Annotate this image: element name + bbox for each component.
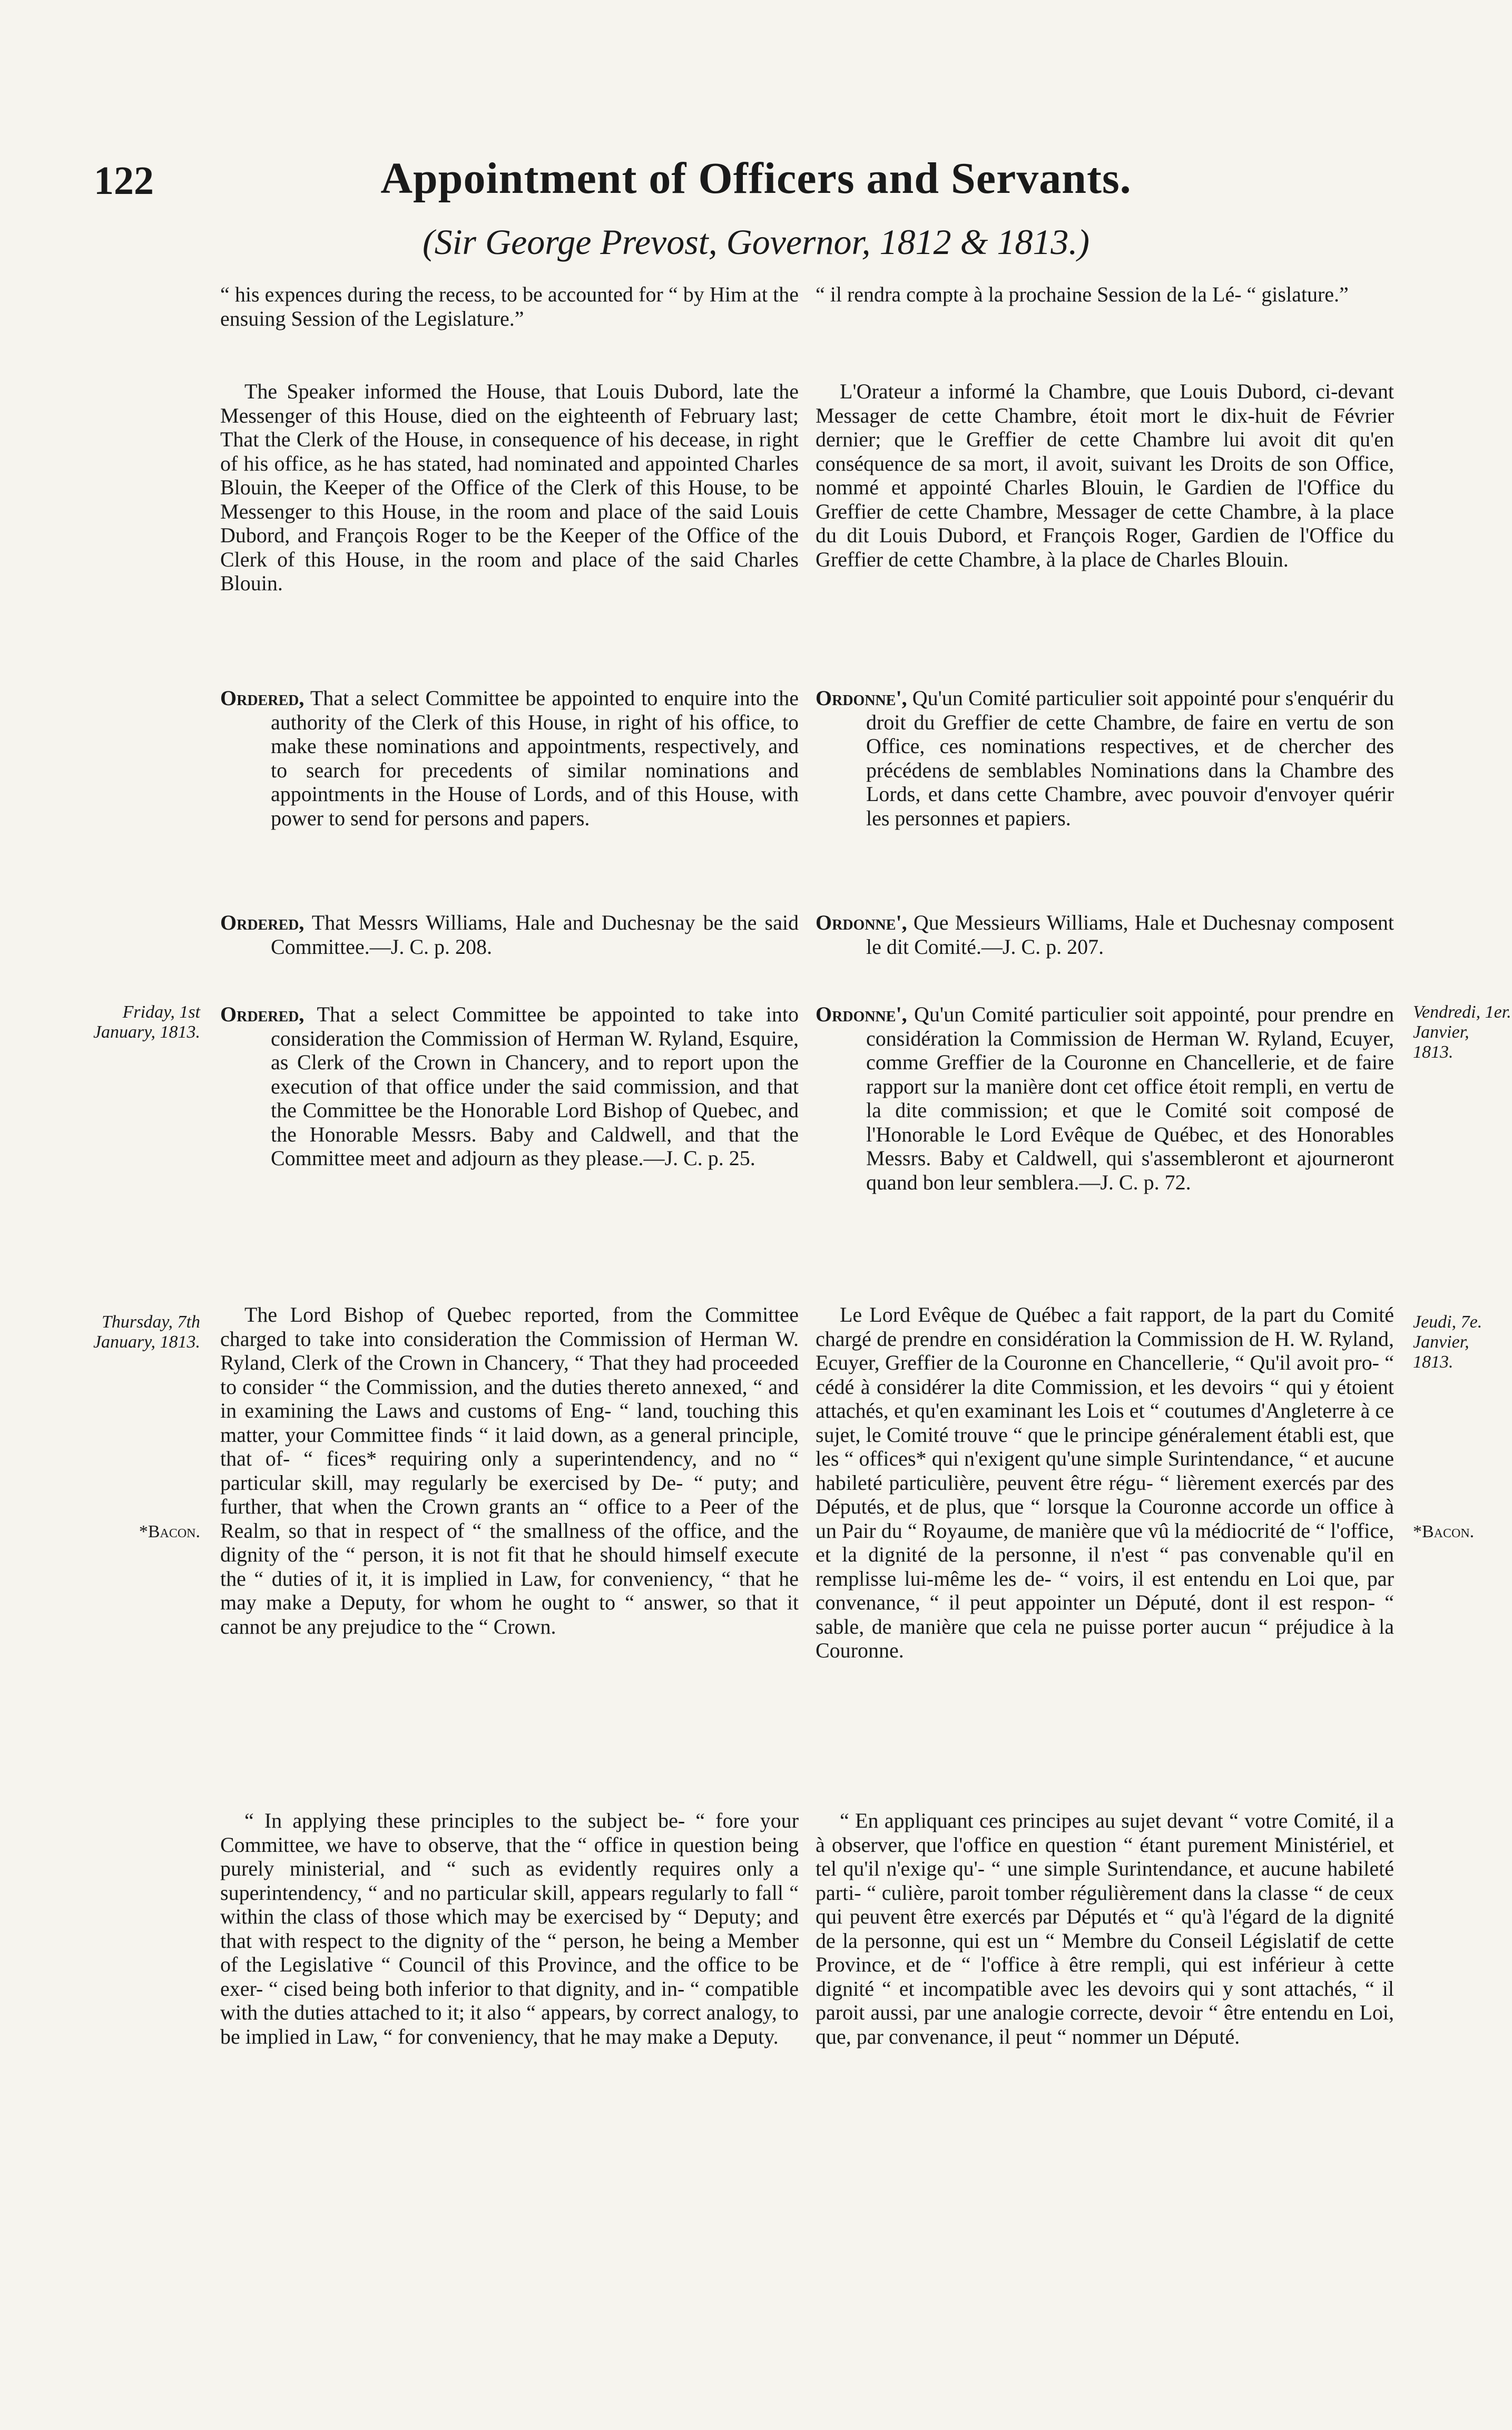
ordered-lead: Ordered, (220, 1002, 305, 1026)
english-order-committee: Ordered, That a select Committee be appointed to enquire into the authority of the Clerk of this House, in right of his office, to make these nominations and appointments, respectively, and to search for precedents of similar nominations and appointments in the House of Lords, and of this House, with power to send for persons and papers. (220, 686, 799, 830)
margin-note-bacon-right: *Bacon. (1413, 1522, 1475, 1541)
margin-note-bacon-left: *Bacon. (139, 1522, 200, 1541)
ordered-lead: Ordered, (220, 686, 305, 710)
french-report-bishop: Le Lord Evêque de Québec a fait rapport, de la part du Comité chargé de prendre en considération la Commission de H. W. Ryland, Ecuyer, Greffier de la Couronne en Chancellerie, “ Qu'il avoit pro- “ cédé à considérer la dite Commission, et les devoirs “ qui y étoient attachés, et qu'en examinant les Lois et “ coutumes d'Angleterre à ce sujet, le Comité trouve “ que le principe généralement établi est, que les “ offices* qui n'exigent qu'une simple Surintendance, “ et aucune habileté particulière, peuvent être régu- “ lièrement exercés par des Députés, et de plus, que “ lorsque la Couronne accorde un office à un Pair du “ Royaume, de manière que vû la médiocrité de “ l'office, et la dignité de la personne, il n'est “ pas convenable qu'il en remplisse lui-même les de- “ voirs, il est entendu en Loi que, par convenance, “ il peut appointer un Député, dont il est respon- “ sable, de manière que cela ne puisse porter aucun “ préjudice à la Couronne. (816, 1303, 1394, 1662)
french-paragraph-continuation: “ il rendra compte à la prochaine Session de la Lé- “ gislature.” (816, 282, 1349, 306)
english-order-members: Ordered, That Messrs Williams, Hale and Duchesnay be the said Committee.—J. C. p. 208. (220, 911, 799, 959)
english-paragraph-continuation: “ his expences during the recess, to be accounted for “ by Him at the ensuing Session of the Legislature.” (220, 282, 799, 330)
english-paragraph-speaker: The Speaker informed the House, that Louis Dubord, late the Messenger of this House, died on the eighteenth of February last; That the Clerk of the House, in consequence of his decease, in right of his office, as he has stated, had nominated and appointed Charles Blouin, the Keeper of the Office of the Clerk of this House, to be Messenger to this House, in the room and place of the said Louis Dubord, and François Roger to be the Keeper of the Office of the Clerk of this House, in the room and place of the said Charles Blouin. (220, 379, 799, 595)
english-report-applying: “ In applying these principles to the subject be- “ fore your Committee, we have to observe, that the “ office in question being purely ministerial, and “ such as evidently requires only a superintendency, “ and no particular skill, appears regularly to fall “ within the class of those which may be exercised by “ Deputy; and that with respect to the dignity of the “ person, he being a Member of the Legislative “ Council of this Province, and the office to be exer- “ cised being both inferior to that dignity, and in- “ compatible with the duties attached to it; it also “ appears, by correct analogy, to be implied in Law, “ for conveniency, that he may make a Deputy. (220, 1809, 799, 2048)
french-report-applying: “ En appliquant ces principes au sujet devant “ votre Comité, il a à observer, que l'office en question “ étant purement Ministériel, et tel qu'il n'exige qu'- “ une simple Surintendance, et aucune habileté parti- “ culière, paroit tomber régulièrement dans la classe “ de ceux qui peuvent être exercés par Députés et “ qu'à l'égard de la dignité de la personne, qui est un “ Membre du Conseil Législatif de cette Province, et de “ l'office à être rempli, qui est inférieur à cette dignité “ et incompatible avec les devoirs qui y sont attachés, “ il paroit aussi, par une analogie correcte, devoir “ être entendu en Loi, que, par convenance, il peut “ nommer un Député. (816, 1809, 1394, 2048)
english-report-bishop: The Lord Bishop of Quebec reported, from the Committee charged to take into consideration the Commission of Herman W. Ryland, Clerk of the Crown in Chancery, “ That they had proceeded to consider “ the Commission, and the duties thereto annexed, “ and in examining the Laws and customs of Eng- “ land, touching this matter, your Committee finds “ it laid down, as a general principle, that of- “ fices* requiring only a superintendency, and no “ particular skill, may regularly be exercised by De- “ puty; and further, that when the Crown grants an “ office to a Peer of the Realm, so that in respect of “ the smallness of the office, and the dignity of the “ person, it is not fit that he should himself execute the “ duties of it, it is implied in Law, for conveniency, “ that he may make a Deputy, for whom he ought to “ answer, so that it cannot be any prejudice to the “ Crown. (220, 1303, 799, 1638)
french-order-ryland: Ordonne', Qu'un Comité particulier soit appointé, pour prendre en considération la Commission de Herman W. Ryland, Ecuyer, comme Greffier de la Couronne en Chancellerie, et de faire rapport sur la manière dont cet office étoit rempli, en vertu de la dite commission; et que le Comité soit composé de l'Honorable le Lord Evêque de Québec, et des Honorables Messrs. Baby et Caldwell, qui s'assembleront et ajourneront quand bon leur semblera.—J. C. p. 72. (816, 1002, 1394, 1194)
margin-note-thursday: Thursday, 7th January, 1813. (93, 1312, 200, 1352)
page-title: Appointment of Officers and Servants. (380, 154, 1132, 203)
ordonne-lead: Ordonne', (816, 686, 907, 710)
margin-note-vendredi: Vendredi, 1er. Janvier, 1813. (1413, 1002, 1511, 1062)
page-number: 122 (94, 159, 154, 203)
margin-note-jeudi: Jeudi, 7e. Janvier, 1813. (1413, 1312, 1482, 1372)
ordered-lead: Ordered, (220, 911, 305, 934)
english-order-ryland: Ordered, That a select Committee be appointed to take into consideration the Commission of Herman W. Ryland, Esquire, as Clerk of the Crown in Chancery, and to report upon the execution of that office under the said commission, and that the Committee be the Honorable Lord Bishop of Quebec, and the Honorable Messrs. Baby and Caldwell, and that the Committee meet and adjourn as they please.—J. C. p. 25. (220, 1002, 799, 1170)
page-subtitle: (Sir George Prevost, Governor, 1812 & 1813.) (422, 222, 1089, 262)
french-order-committee: Ordonne', Qu'un Comité particulier soit appointé pour s'enquérir du droit du Greffier de cette Chambre, de faire en vertu de son Office, ces nominations respectives, et de chercher des précédens de semblables Nominations dans la Chambre des Lords, et dans cette Chambre, avec pouvoir d'envoyer quérir les personnes et papiers. (816, 686, 1395, 830)
ordonne-lead: Ordonne', (816, 1002, 907, 1026)
french-paragraph-speaker: L'Orateur a informé la Chambre, que Louis Dubord, ci-devant Messager de cette Chambre, étoit mort le dix-huit de Février dernier; que le Greffier de cette Chambre lui avoit dit qu'en conséquence de sa mort, il avoit, suivant les Droits de son Office, nommé et appointé Charles Blouin, le Gardien de l'Office du Greffier de cette Chambre, Messager de cette Chambre, à la place du dit Louis Dubord, et François Roger, Gardien de l'Office du Greffier de cette Chambre, à la place de Charles Blouin. (816, 379, 1394, 571)
french-order-members: Ordonne', Que Messieurs Williams, Hale et Duchesnay composent le dit Comité.—J. C. p. 207. (816, 911, 1394, 959)
ordonne-lead: Ordonne', (816, 911, 907, 934)
margin-note-friday: Friday, 1st January, 1813. (93, 1002, 200, 1042)
